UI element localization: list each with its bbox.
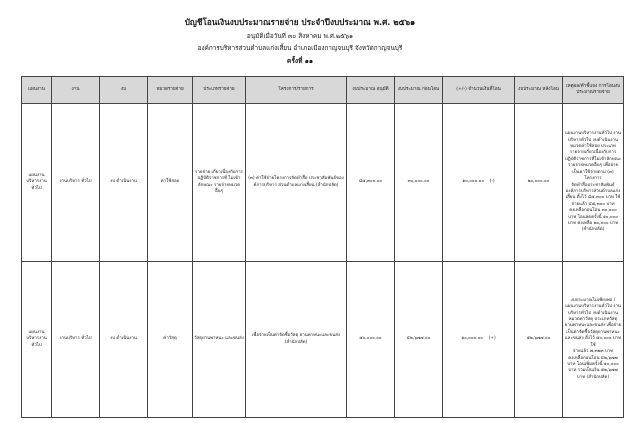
col-header-plan: แผนงาน [22, 77, 52, 104]
col-header-reason: เหตุผล/คำชี้แจง การโอนงบประมาณรายจ่าย [563, 77, 624, 104]
cell-budget: งบ ดำเนินงาน [100, 104, 148, 262]
cell-work: งานบริหาร ทั่วไป [52, 104, 100, 262]
col-header-work: งาน [52, 77, 100, 104]
cell-type: รายจ่าย เกี่ยวเนื่องกับการ ปฏิบัติราชการที่ ไม่เข้าลักษณะ รายจ่ายหมวด อื่นๆ [193, 104, 246, 262]
reason-line: งบประมาณไม่เพียงพอ / [570, 297, 616, 303]
reason-line: หมวดค่าวัสดุ ประเภทวัสดุ [568, 317, 618, 323]
reason-line: จ่ายแล้ว ๔๕,๓๐๐ บาท [571, 201, 615, 207]
reason-line: คงเหลือก่อนโอน ๓๐,๐๐๐ [569, 208, 617, 214]
reason-line: จัดทำสื่อประชาสัมพันธ์ [571, 182, 615, 188]
col-header-approved: งบประมาณ อนุมัติ [347, 77, 395, 104]
transfer-value: ๑๐,๐๐๐.๐๐ [462, 179, 485, 185]
cell-work: งานบริหาร ทั่วไป [52, 262, 100, 418]
document-title: บัญชีโอนเงินงบประมาณรายจ่าย ประจำปีงบประมาณ พ.ศ. ๒๕๖๑ [184, 17, 416, 27]
organization-name: องค์การบริหารส่วนตำบลแก่งเสี้ยน อำเภอเมืองกาญจนบุรี จังหวัดกาญจนบุรี [197, 44, 403, 52]
reason-line: บริหารทั่วไป งบดำเนินงาน [568, 137, 618, 143]
cell-reason [563, 262, 624, 418]
reason-line: ยานพาหนะและขนส่ง เพื่อจ่าย [564, 323, 622, 329]
transfer-value: ๑๐,๐๐๐.๐๐ [461, 336, 483, 342]
reason-line: คงเหลือก่อนโอน ๔๒,๖๗๗ [568, 355, 618, 361]
transfer-sign: (-) [489, 179, 495, 185]
cell-after-amount: ๒๐,๐๐๐.๐๐ [515, 104, 563, 262]
table-row [22, 262, 624, 418]
cell-approved-amount: ๘๕,๓๐๐.๐๐ [347, 104, 395, 262]
reason-line: เสี้ยน ตั้งไว้ ๘๕,๓๐๐ บาท ใช้ [565, 195, 621, 201]
col-header-budget: งบ [100, 77, 148, 104]
cell-project: เพื่อจ่ายเป็นค่าจัดซื้อวัสดุ ยานพาหนะและขนส่ง (สำนักปลัด) [246, 262, 347, 418]
budget-transfer-table [21, 76, 624, 418]
transfer-sign: (+) [488, 336, 496, 342]
table-row [22, 104, 624, 262]
cell-transfer-amount [443, 104, 515, 262]
cell-approved-amount: ๕๐,๐๐๐.๐๐ [347, 262, 395, 418]
col-header-type: ประเภทรายจ่าย [193, 77, 246, 104]
col-header-after: งบประมาณ หลังโอน [515, 77, 563, 104]
cell-plan: แผนงาน บริหารงาน ทั่วไป [22, 262, 52, 418]
reason-line: (สำนักปลัด) [581, 227, 605, 233]
approval-date: อนุมัติเมื่อวันที่ ๓๐ สิงหาคม พ.ศ.๒๕๖๑ [246, 32, 354, 40]
cell-before-amount: ๔๒,๖๗๗.๐๐ [395, 262, 443, 418]
col-header-before: งบประมาณ ก่อนโอน [395, 77, 443, 104]
col-header-category: หมวดรายจ่าย [148, 77, 193, 104]
cell-after-amount: ๕๒,๖๗๗.๐๐ [515, 262, 563, 418]
transfer-number: ครั้งที่ ๑๑ [286, 57, 314, 65]
col-header-transfer: (+/-) จำนวนเงินที่โอน [443, 77, 515, 104]
cell-plan: แผนงาน บริหารงาน ทั่วไป [22, 104, 52, 262]
reason-line: แผนงานบริหารงานทั่วไป งาน [565, 304, 621, 310]
reason-line: หมวดค่าใช้สอย ประเภท [570, 144, 616, 150]
col-header-project: โครงการ/รายการ [246, 77, 347, 104]
reason-line: องค์การบริหารส่วนตำบลแก่ง [565, 188, 621, 194]
table-header-row [22, 77, 624, 104]
cell-type: วัสดุยานพาหนะ และขนส่ง [193, 262, 246, 418]
reason-line: บาท คงเหลือ ๒๐,๐๐๐ บาท [567, 220, 619, 226]
reason-line: เป็นค่าจัดซื้อวัสดุยานพาหนะ [566, 329, 620, 335]
reason-line: บาท รวมเป็นเงิน ๕๒,๖๗๗ [568, 368, 618, 374]
reason-line: บาท (สำนักปลัด) [576, 374, 610, 380]
reason-line: แผนงานบริหารงานทั่วไป งาน [565, 131, 621, 137]
cell-category: ค่าวัสดุ [148, 262, 193, 418]
reason-line: บาท โอนเพิ่มครั้งนี้ ๑๐,๐๐๐ [567, 361, 619, 367]
reason-line: บริหารทั่วไป งบดำเนินงาน [568, 310, 618, 316]
reason-line: บาท โอนลดครั้งนี้ ๑๐,๐๐๐ [568, 214, 618, 220]
cell-reason [563, 104, 624, 262]
reason-line: จ่ายแล้ว ๗,๓๒๓ บาท [572, 349, 614, 355]
cell-transfer-amount [443, 262, 515, 418]
reason-line: รายจ่ายหมวดอื่นๆ เพื่อจ่าย [567, 163, 619, 169]
cell-category: ค่าใช้สอย [148, 104, 193, 262]
cell-budget: งบ ดำเนินงาน [100, 262, 148, 418]
cell-project: (๓) ค่าใช้จ่ายโครงการจัดทำสื่อ ประชาสัมพันธ์ของค์การบริหาร ส่วนตำบลแก่งเสี้ยน (สำนักปลัด) [246, 104, 347, 262]
reason-line: ปฏิบัติราชการที่ไม่เข้าลักษณะ [564, 156, 622, 162]
reason-line: เป็นค่าใช้จ่ายตาม (๓) โครงการ [572, 169, 614, 182]
reason-line: รายจ่ายเกี่ยวเนื่องกับการ [569, 150, 617, 156]
cell-before-amount: ๓๐,๐๐๐.๐๐ [395, 104, 443, 262]
reason-line: และขนส่ง ตั้งไว้ ๕๐,๐๐๐ บาท ใช้ [564, 336, 622, 348]
